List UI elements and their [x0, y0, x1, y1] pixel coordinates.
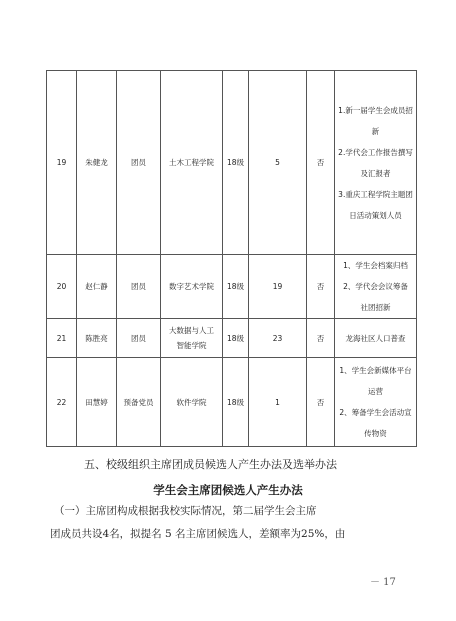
- duty-line: 及汇报者: [360, 168, 391, 178]
- table-row: [47, 71, 417, 255]
- college: [161, 255, 223, 319]
- sub-heading: 学生会主席团候选人产生办法: [153, 483, 303, 497]
- duty-line: 1、学生会档案归档: [343, 261, 408, 270]
- row-number: 21: [47, 319, 77, 358]
- failed-course: 否: [307, 319, 335, 358]
- duty-line: 龙海社区人口普查: [345, 333, 406, 343]
- college-line: 土木工程学院: [169, 158, 214, 167]
- member-name: 朱健龙: [77, 71, 117, 255]
- paragraph-line: 团成员共设4名，拟提名 5 名主席团候选人，差额率为25%，由: [50, 528, 346, 540]
- grade: 18级: [223, 319, 249, 358]
- table-row: [47, 358, 417, 447]
- duty-line: 2、筹备学生会活动宣: [339, 408, 412, 417]
- member-name: 田慧婷: [77, 358, 117, 447]
- duty-line: 日活动策划人员: [349, 210, 402, 220]
- college-line: 数字艺术学院: [169, 282, 214, 291]
- duties: [335, 255, 417, 319]
- failed-course: 否: [307, 71, 335, 255]
- college: [161, 319, 223, 358]
- rank: 5: [249, 71, 307, 255]
- row-number: 22: [47, 358, 77, 447]
- grade: 18级: [223, 255, 249, 319]
- duty-line: 社团招新: [360, 303, 391, 312]
- political-status: 团员: [117, 319, 161, 358]
- duty-line: 1.新一届学生会成员招: [338, 105, 413, 115]
- rank: 19: [249, 255, 307, 319]
- college: [161, 358, 223, 447]
- duty-line: 3.重庆工程学院主题团: [338, 189, 413, 199]
- duty-line: 传物资: [364, 429, 387, 438]
- college: [161, 71, 223, 255]
- political-status: 预备党员: [117, 358, 161, 447]
- failed-course: 否: [307, 358, 335, 447]
- duties: [335, 358, 417, 447]
- paragraph-line: （一）主席团构成根据我校实际情况，第二届学生会主席: [54, 505, 317, 517]
- page-number: － 17: [370, 577, 396, 588]
- row-number: 19: [47, 71, 77, 255]
- rank: 23: [249, 319, 307, 358]
- political-status: 团员: [117, 71, 161, 255]
- member-name: 赵仁静: [77, 255, 117, 319]
- political-status: 团员: [117, 255, 161, 319]
- duties: [335, 319, 417, 358]
- duty-line: 2.学代会工作报告撰写: [338, 147, 413, 157]
- duties: [335, 71, 417, 255]
- candidate-table: [46, 70, 417, 447]
- rank: 1: [249, 358, 307, 447]
- college-line: 软件学院: [176, 397, 207, 407]
- table-row: [47, 319, 417, 358]
- member-name: 陈胜亮: [77, 319, 117, 358]
- grade: 18级: [223, 71, 249, 255]
- duty-line: 新: [371, 126, 380, 136]
- duty-line: 2、学代会会议筹备: [343, 282, 408, 291]
- college-line: 大数据与人工: [169, 326, 214, 335]
- section-heading: 五、校级组织主席团成员候选人产生办法及选举办法: [84, 458, 337, 471]
- failed-course: 否: [307, 255, 335, 319]
- row-number: 20: [47, 255, 77, 319]
- table-row: [47, 255, 417, 319]
- duty-line: 1、学生会新媒体平台: [339, 366, 412, 375]
- duty-line: 运营: [368, 387, 383, 396]
- college-line: 智能学院: [176, 341, 207, 350]
- grade: 18级: [223, 358, 249, 447]
- body-paragraph: [50, 500, 416, 546]
